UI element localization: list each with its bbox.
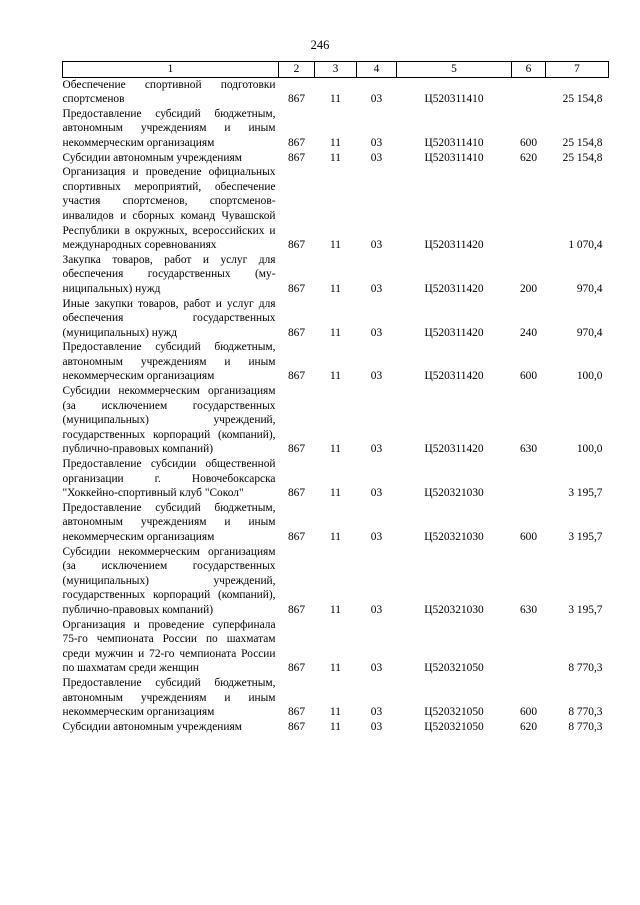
table-row [63, 501, 609, 545]
expense-type-cell: 600 [519, 370, 538, 383]
subsection-code-cell: 03 [370, 93, 383, 106]
amount-cell: 25 154,8 [562, 136, 603, 149]
target-article-cell: Ц520321050 [424, 706, 484, 719]
section-code-cell: 11 [330, 531, 341, 543]
target-article-cell: Ц520321030 [424, 531, 484, 543]
row-name-cell: Субсидии некоммерческим организациям (за исключением государственных (муниципальных) учреждений, государственных корпораций (компаний), публично-правовых компаний) [62, 545, 276, 616]
table-row [63, 676, 609, 720]
section-code-cell: 11 [330, 370, 341, 383]
ministry-code-cell: 867 [287, 531, 306, 543]
amount-cell: 3 195,7 [568, 487, 603, 500]
column-header: 1 [63, 62, 279, 78]
amount-cell: 1 070,4 [568, 239, 603, 252]
amount-cell: 970,4 [576, 326, 603, 339]
amount-cell: 3 195,7 [568, 603, 603, 616]
ministry-code-cell: 867 [287, 706, 306, 719]
section-code-cell: 11 [330, 662, 341, 675]
section-code-cell: 11 [330, 720, 341, 733]
section-code-cell: 11 [330, 239, 341, 252]
target-article-cell: Ц520321030 [424, 487, 484, 500]
table-row [63, 151, 609, 166]
amount-cell: 3 195,7 [568, 531, 603, 543]
expense-type-cell: 200 [519, 282, 538, 295]
target-article-cell: Ц520311420 [424, 239, 484, 252]
subsection-code-cell: 03 [370, 720, 383, 733]
subsection-code-cell: 03 [370, 239, 383, 252]
amount-cell: 8 770,3 [568, 706, 603, 719]
row-name-cell: Предоставление субсидии общественной организации г. Новочебоксарска "Хоккейно-спортивный клуб "Сокол" [62, 458, 276, 500]
amount-cell: 8 770,3 [568, 720, 603, 733]
section-code-cell: 11 [330, 603, 341, 616]
ministry-code-cell: 867 [287, 443, 306, 456]
table-row [63, 165, 609, 253]
ministry-code-cell: 867 [287, 487, 306, 500]
subsection-code-cell: 03 [370, 282, 383, 295]
subsection-code-cell: 03 [370, 662, 383, 675]
row-name-cell: Предоставление субсидий бюджетным, автономным учреждениям и иным некоммерческим организациям [62, 501, 276, 543]
row-name-cell: Субсидии некоммерческим организациям (за исключением государственных (муниципальных) учреждений, государственных корпораций (компаний), публично-правовых компаний) [62, 385, 276, 456]
target-article-cell: Ц520311410 [424, 136, 484, 149]
table-row [63, 297, 609, 341]
table-row [63, 253, 609, 297]
ministry-code-cell: 867 [287, 136, 306, 149]
target-article-cell: Ц520321050 [424, 662, 484, 675]
section-code-cell: 11 [330, 282, 341, 295]
ministry-code-cell: 867 [287, 662, 306, 675]
expense-type-cell: 620 [519, 720, 538, 733]
row-name-cell: Организация и проведение суперфинала 75-го чемпионата России по шахматам среди мужчин и 72-го чемпионата России по шахматам среди женщин [62, 618, 276, 675]
table-row [63, 618, 609, 676]
row-name-cell: Организация и проведение официальных спортивных мероприятий, обеспечение участия спортсменов, спортсменов-инвалидов и сборных команд Чувашской Республики в окружных, всероссийских и международных соревнованиях [62, 166, 276, 252]
ministry-code-cell: 867 [287, 282, 306, 295]
expense-type-cell: 620 [519, 151, 538, 164]
row-name-cell: Предоставление субсидий бюджетным, автономным учреждениям и иным некоммерческим организациям [62, 107, 276, 149]
target-article-cell: Ц520321050 [424, 720, 484, 733]
amount-cell: 8 770,3 [568, 662, 603, 675]
ministry-code-cell: 867 [287, 151, 306, 164]
ministry-code-cell: 867 [287, 93, 306, 106]
subsection-code-cell: 03 [370, 136, 383, 149]
expense-type-cell: 600 [519, 531, 538, 543]
expense-type-cell [512, 165, 546, 253]
table-row [63, 340, 609, 384]
table-row [63, 720, 609, 735]
subsection-code-cell: 03 [370, 326, 383, 339]
target-article-cell: Ц520311420 [424, 370, 484, 383]
target-article-cell: Ц520311420 [424, 443, 484, 456]
expense-type-cell: 600 [519, 706, 538, 719]
budget-table [62, 61, 609, 734]
amount-cell: 25 154,8 [562, 151, 603, 164]
expense-type-cell [512, 457, 546, 501]
column-header: 7 [546, 62, 609, 78]
table-row [63, 77, 609, 107]
ministry-code-cell: 867 [287, 720, 306, 733]
expense-type-cell: 630 [519, 603, 538, 616]
subsection-code-cell: 03 [370, 706, 383, 719]
column-header: 6 [512, 62, 546, 78]
subsection-code-cell: 03 [370, 151, 383, 164]
section-code-cell: 11 [330, 706, 341, 719]
section-code-cell: 11 [330, 443, 341, 456]
row-name-cell: Субсидии автономным учреждениям [62, 151, 242, 164]
section-code-cell: 11 [330, 326, 341, 339]
subsection-code-cell: 03 [370, 443, 383, 456]
table-row [63, 384, 609, 457]
target-article-cell: Ц520311420 [424, 282, 484, 295]
table-row [63, 545, 609, 618]
target-article-cell: Ц520311420 [424, 326, 484, 339]
row-name-cell: Предоставление субсидий бюджетным, автономным учреждениям и иным некоммерческим организациям [62, 341, 276, 383]
subsection-code-cell: 03 [370, 487, 383, 500]
column-header: 2 [279, 62, 315, 78]
row-name-cell: Закупка товаров, работ и услуг для обеспечения государственных (муниципальных) нужд [62, 253, 276, 295]
amount-cell: 25 154,8 [562, 93, 603, 106]
expense-type-cell [512, 618, 546, 676]
ministry-code-cell: 867 [287, 239, 306, 252]
column-header: 5 [397, 62, 512, 78]
section-code-cell: 11 [330, 93, 341, 106]
section-code-cell: 11 [330, 151, 341, 164]
row-name-cell: Обеспечение спортивной подготовки спортсменов [62, 78, 276, 106]
column-header: 4 [357, 62, 397, 78]
target-article-cell: Ц520321030 [424, 603, 484, 616]
subsection-code-cell: 03 [370, 603, 383, 616]
expense-type-cell: 600 [519, 136, 538, 149]
row-name-cell: Субсидии автономным учреждениям [62, 720, 242, 733]
expense-type-cell: 630 [519, 443, 538, 456]
target-article-cell: Ц520311410 [424, 151, 484, 164]
amount-cell: 970,4 [576, 282, 603, 295]
row-name-cell: Иные закупки товаров, работ и услуг для обеспечения государственных (муниципальных) нужд [62, 297, 276, 339]
table-row [63, 457, 609, 501]
amount-cell: 100,0 [576, 370, 603, 383]
section-code-cell: 11 [330, 487, 341, 500]
amount-cell: 100,0 [576, 443, 603, 456]
ministry-code-cell: 867 [287, 326, 306, 339]
target-article-cell: Ц520311410 [424, 93, 484, 106]
table-row [63, 107, 609, 151]
page-number: 246 [310, 38, 330, 52]
subsection-code-cell: 03 [370, 531, 383, 543]
section-code-cell: 11 [330, 136, 341, 149]
column-header: 3 [315, 62, 357, 78]
ministry-code-cell: 867 [287, 370, 306, 383]
table-header-row [63, 62, 609, 78]
expense-type-cell [512, 77, 546, 107]
ministry-code-cell: 867 [287, 603, 306, 616]
row-name-cell: Предоставление субсидий бюджетным, автономным учреждениям и иным некоммерческим организациям [62, 676, 276, 719]
expense-type-cell: 240 [519, 326, 538, 339]
subsection-code-cell: 03 [370, 370, 383, 383]
